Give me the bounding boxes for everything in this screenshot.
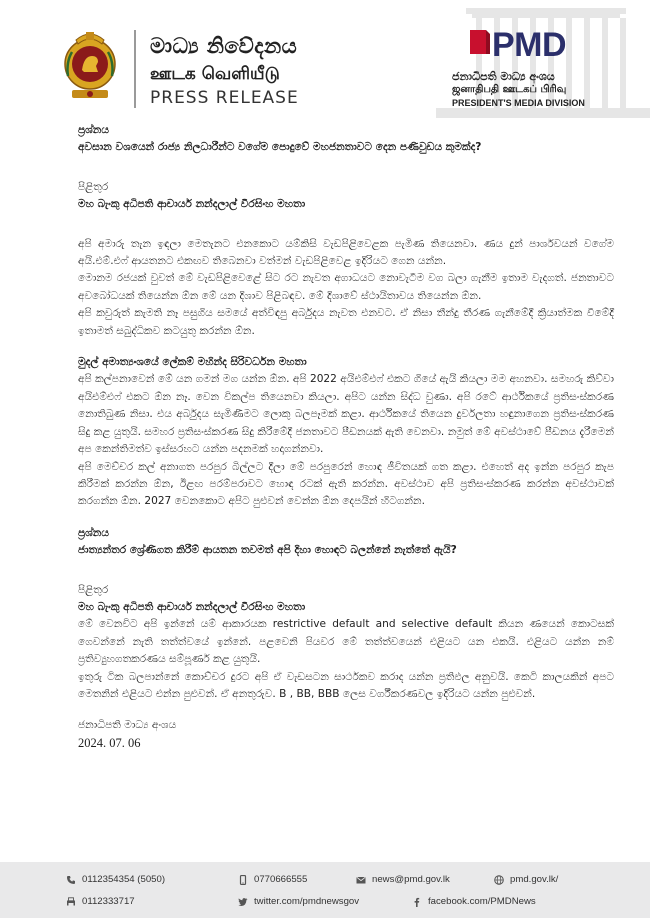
globe-icon bbox=[494, 875, 504, 885]
footer-website-text: pmd.gov.lk/ bbox=[510, 874, 559, 885]
header-title-tamil: ஊடக வெளியீடு bbox=[150, 64, 280, 84]
answer-1-paragraph-3: අපි කවුරුත් කැමති නෑ පසුගිය සමයේ අත්විඳපු අර්බුදය නැවත එනවට. ඒ නිසා තීන්දු තීරණ ගැනීමේදී ක්‍රියාත්මක වීමේදී ඉතාමත් සබුද්ධිකව කටයුතු කරන්න ඕන. bbox=[78, 307, 614, 337]
sri-lanka-emblem-icon bbox=[62, 26, 118, 106]
fax-icon bbox=[66, 897, 76, 907]
facebook-icon bbox=[412, 897, 422, 907]
footer-twitter-text: twitter.com/pmdnewsgov bbox=[254, 896, 360, 907]
twitter-icon bbox=[238, 897, 248, 907]
mobile-phone-icon bbox=[238, 875, 248, 885]
question-2-label: ප්‍රශ්නය bbox=[78, 526, 109, 539]
answer-2-speaker: මහ බැංකු අධිපති ආචාර්ය නන්දලාල් වීරසිංහ මහතා bbox=[78, 600, 306, 613]
footer-phone-1-text: 0112354354 (5050) bbox=[82, 874, 166, 885]
footer-email-text: news@pmd.gov.lk bbox=[372, 874, 450, 885]
press-release-header bbox=[0, 0, 650, 118]
contact-footer bbox=[0, 862, 650, 918]
header-title-sinhala: මාධ්‍ය නිවේදනය bbox=[150, 34, 298, 58]
signoff-office: ජනාධිපති මාධ්‍ය අංශය bbox=[78, 719, 177, 732]
answer-2-label: පිළිතුර bbox=[78, 583, 109, 596]
answer-1-label: පිළිතුර bbox=[78, 180, 109, 193]
question-2-text: ජාත්‍යන්තර ශ්‍රේණිගත කිරීම් ආයතන තවමත් අපි දිහා හොඳට බලන්නේ නැත්තේ ඇයි? bbox=[78, 544, 457, 557]
pmd-name-tamil: ஜனாதிபதி ஊடகப் பிரிவு bbox=[452, 84, 567, 95]
pmd-logo-mark-icon bbox=[470, 28, 490, 56]
footer-email[interactable] bbox=[356, 874, 450, 885]
footer-facebook[interactable] bbox=[412, 896, 536, 907]
header-title-english: PRESS RELEASE bbox=[150, 88, 299, 108]
question-1-label: ප්‍රශ්නය bbox=[78, 124, 109, 136]
question-1-text: අවසාන වශයෙන් රාජ්‍ය නිලධාරීන්ට වගේම පොදුවේ මහජනතාවට දෙන පණිවුඩය කුමක්ද? bbox=[78, 141, 482, 154]
release-date: 2024. 07. 06 bbox=[78, 735, 141, 750]
footer-phone-2[interactable] bbox=[238, 874, 307, 885]
pmd-name-english: PRESIDENT'S MEDIA DIVISION bbox=[452, 98, 585, 108]
speaker-2-name: මුදල් අමාත්‍යංශයේ ලේකම් මහින්ද සිරිවර්ධන මහතා bbox=[78, 356, 307, 369]
answer-1-paragraph-2: මොනම රජයක් වුවත් මේ වැඩපිළිවෙළේ සිට රට නැවත අගාධයට නොවැටීම වග බලා ගැනීම ඉතාම වැදගත්. ජනතාවට අවබෝධයක් තියෙන්න ඕන මේ යන දිශාව පිළිබඳව. මේ දිශාවේ ස්ථායිතාවය තියෙන්න ඕන. bbox=[78, 272, 614, 302]
footer-fax[interactable] bbox=[66, 896, 135, 907]
press-release-body bbox=[78, 122, 614, 752]
speaker-2-paragraph-2: අපි මෙච්චර කල් අනාගත පරපුර බිල්ලට දීලා මේ පරපුරෙන් හොඳ ජීවිතයක් ගත කළා. එහෙත් අද ඉන්න පරපුර කැප කිරීමක් කරන්න ඕන, ඊළඟ පරම්පරාවට හොඳ රටක් ඇති කරන්න. අවස්ථාව අපි ප්‍රතිසංස්කරණ කරන්න අවස්ථාවක් කරගන්න ඕන. 2027 වෙනකොට අපිට පුළුවන් වෙන්න ඕන දෙපයින් හිටගන්න. bbox=[78, 460, 614, 508]
footer-phone-1[interactable] bbox=[66, 874, 165, 885]
pmd-logo-text: PMD bbox=[492, 26, 567, 64]
speaker-2-paragraph-1: අපි කල්පනාවෙන් මේ යන ගමන් මග යන්න ඕන. අපි 2022 අයිඑම්එෆ් එකට ගියේ ඇයි කියලා මම අහනවා. සමහරු කිව්වා අයිඑම්එෆ් එකට ඕන නෑ. වෙන විකල්ප තියෙනවා කියලා. අපිට යන්න සිද්ධ වුණා. අපි රටේ ආර්ථිකයේ ප්‍රතිසංස්කරණ නොතිබුණ නිසා. එය අර්බුදය සැමිණීමට ලොකු බලපෑමක් කළා. ආර්ථිකයේ තියෙන දුර්වලතා හඳුනාගෙන ප්‍රතිසංස්කරණ සිදු කළ යුතුයි. සමහර ප්‍රතිසංස්කරණ සිදු කිරීමේදී ජනතාවට පීඩනයක් ඇති වෙනවා. නමුත් මේ අවස්ථාවේ පීඩනය දැරීමෙන් අප කෙන්තිමත්ව ඉස්සරහට යන්න පදනමක් හදාගන්නවා. bbox=[78, 373, 614, 456]
header-divider bbox=[134, 30, 136, 108]
email-icon bbox=[356, 875, 366, 885]
answer-2-paragraph-1: මේ වෙනවිට අපි ඉන්නේ යම් ආකාරයක restrictive default and selective default කියන ණයෙන් කොටසක් ගෙවන්නේ නැති තත්ත්වයේ ඉන්නේ. පළවෙනි පියවර මේ තත්ත්වයෙන් එළියට යන එකයි. එළියට යන්න නම් ප්‍රතිව්‍යුහගතකරණය සම්පූර්ණ කළ යුතුයි. bbox=[78, 618, 614, 666]
answer-2-paragraph-2: ඉතුරු ටික බලපාන්නේ කොච්චර දුරට අපි ඒ වැඩසටන සාර්ථකව කරාද යන්න ප්‍රතිඵල අනුවයි. කෙටි කාලයකින් අපට මෙතනින් එළියට එන්න පුළුවන්. ඒ අනතුරුව. B , BB, BBB ලෙස වර්ගීකරණවල ඉදිරියට යන්න පුළුවන්. bbox=[78, 670, 614, 700]
phone-icon bbox=[66, 875, 76, 885]
footer-website[interactable] bbox=[494, 874, 558, 885]
footer-twitter[interactable] bbox=[238, 896, 359, 907]
footer-fax-text: 0112333717 bbox=[82, 896, 135, 907]
footer-phone-2-text: 0770666555 bbox=[254, 874, 308, 885]
answer-1-speaker: මහ බැංකු අධිපති ආචාර්ය නන්දලාල් වීරසිංහ මහතා bbox=[78, 198, 306, 211]
answer-1-paragraph-1: අපි අමාරු තැන ඉඳලා මෙතැනට එනකොට යම්කිසි වැඩපිළිවෙළක පැමිණ තියෙනවා. ණය දුන් පාර්ශවයන් වගේම අයි.එම්.එෆ් ආයතනට එකඟව තිබෙනවා වත්මන් වැඩපිළිවෙළ ඉදිරියට ගෙන යන්න. bbox=[78, 237, 614, 268]
footer-facebook-text: facebook.com/PMDNews bbox=[428, 896, 536, 907]
pmd-name-sinhala: ජනාධිපති මාධ්‍ය අංශය bbox=[452, 70, 555, 83]
